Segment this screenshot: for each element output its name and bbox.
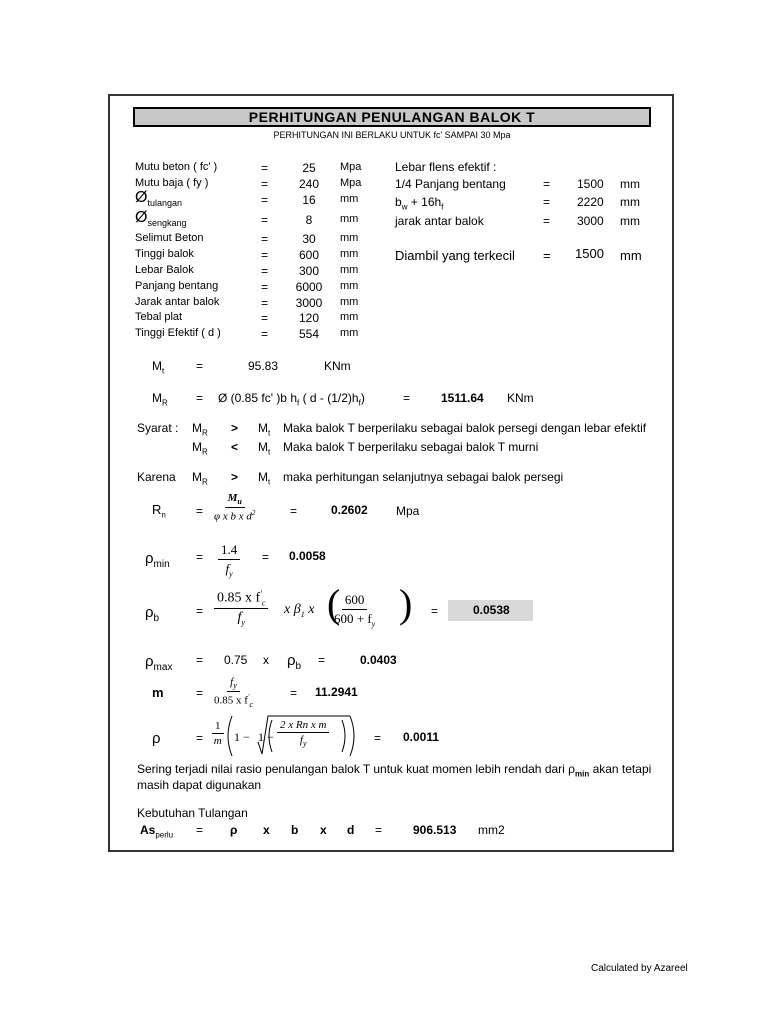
syarat-op: >	[231, 421, 239, 435]
flange-label: $b_w + 16h_f$	[395, 195, 444, 212]
syarat-label: Syarat :	[137, 421, 179, 435]
kebutuhan-d: d	[347, 823, 355, 837]
rho-max-value: 0.0403	[360, 653, 397, 667]
input-label: Tebal plat	[135, 311, 183, 323]
rho-coef-fraction: $\frac{1}{m}$	[213, 720, 222, 747]
rho-symbol: ρ	[152, 730, 161, 747]
input-unit: mm	[340, 193, 359, 205]
note-line2: masih dapat digunakan	[137, 778, 262, 792]
input-unit: mm	[340, 232, 359, 244]
syarat-op: <	[231, 440, 239, 454]
input-unit: mm	[340, 296, 359, 308]
input-value: 300	[298, 264, 320, 278]
input-unit: mm	[340, 213, 359, 225]
m-eq2: =	[290, 686, 298, 700]
flange-heading: Lebar flens efektif :	[395, 160, 497, 174]
input-value: 120	[298, 311, 320, 325]
page-title: PERHITUNGAN PENULANGAN BALOK T	[133, 107, 651, 127]
as-perlu-symbol: $As_{perlu}$	[140, 823, 174, 840]
rho-b-symbol: $\rho_b$	[145, 604, 160, 624]
input-unit: mm	[340, 327, 359, 339]
flange-value: 1500	[577, 177, 604, 191]
mr-symbol: $M_R$	[152, 391, 168, 408]
syarat-text: Maka balok T berperilaku sebagai balok persegi dengan lebar efektif	[283, 421, 647, 435]
syarat-b: $M_t$	[258, 421, 271, 438]
m-eq: =	[196, 686, 204, 700]
rho-min-eq2: =	[262, 550, 270, 564]
rn-eq2: =	[290, 504, 298, 518]
flange-label: 1/4 Panjang bentang	[395, 177, 506, 191]
rho-b-value: 0.0538	[473, 603, 510, 617]
input-eq: =	[261, 311, 269, 325]
input-value: 25	[302, 161, 316, 175]
input-label: Mutu baja ( fy )	[135, 177, 209, 189]
input-unit: mm	[340, 280, 359, 292]
input-label: $Ø_{sengkang}$	[135, 209, 187, 229]
rho-max-eq: =	[196, 653, 204, 667]
syarat-a: $M_R$	[192, 440, 208, 457]
input-value: 600	[298, 248, 320, 262]
rho-min-value: 0.0058	[289, 549, 326, 563]
rn-value: 0.2602	[331, 503, 368, 517]
rn-symbol: $R_n$	[152, 502, 166, 520]
note-line1: Sering terjadi nilai rasio penulangan balok T untuk kuat momen lebih rendah dari $\rho_{min}$ akan tetapi	[137, 762, 652, 779]
input-label: Jarak antar balok	[135, 296, 220, 308]
kebutuhan-value: 906.513	[413, 823, 457, 837]
flange-value: 2220	[577, 195, 604, 209]
rho-eq: =	[196, 731, 204, 745]
input-value: 8	[305, 213, 313, 227]
syarat-text: Maka balok T berperilaku sebagai balok T murni	[283, 440, 539, 454]
rho-min-eq: =	[196, 550, 204, 564]
input-label: $Ø_{tulangan}$	[135, 189, 182, 209]
flange-unit: mm	[620, 195, 640, 209]
flange-unit: mm	[620, 214, 640, 228]
input-label: Selimut Beton	[135, 232, 204, 244]
mr-unit: KNm	[507, 391, 534, 405]
mt-value: 95.83	[248, 359, 279, 373]
rho-b-fraction: $\frac{0.85 x f'_c}{f_y}$	[214, 589, 268, 627]
rn-unit: Mpa	[396, 504, 420, 518]
rho-inner-fraction: $\frac{\text{2 x Rn x m}}{f_y}$	[277, 719, 329, 748]
input-value: 3000	[295, 296, 323, 310]
input-label: Lebar Balok	[135, 264, 194, 276]
input-eq: =	[261, 232, 269, 246]
rho-b-eq: =	[196, 604, 204, 618]
karena-op: >	[231, 470, 239, 484]
input-label: Mutu beton ( fc' )	[135, 161, 218, 173]
mt-symbol: $M_t$	[152, 359, 165, 376]
flange-chosen-eq: =	[543, 248, 551, 263]
kebutuhan-x1: x	[263, 823, 270, 837]
mr-eq2: =	[403, 391, 411, 405]
input-unit: mm	[340, 248, 359, 260]
rho-min-fraction: $\frac{1.4}{f_y}$	[218, 542, 240, 579]
rho-one2: 1 −	[258, 730, 274, 744]
mr-eq: =	[196, 391, 204, 405]
rho-one: 1 −	[234, 730, 250, 744]
rho-max-rho-b: $\rho_b$	[287, 652, 302, 672]
m-value: 11.2941	[315, 685, 358, 699]
rho-b-eq2: =	[431, 604, 439, 618]
mt-unit: KNm	[324, 359, 351, 373]
flange-eq: =	[543, 214, 551, 228]
input-value: 6000	[295, 280, 323, 294]
input-eq: =	[261, 161, 269, 175]
flange-eq: =	[543, 195, 551, 209]
flange-chosen-value: 1500	[575, 246, 604, 261]
input-eq: =	[261, 248, 269, 262]
syarat-a: $M_R$	[192, 421, 208, 438]
rho-max-coef: 0.75	[224, 653, 248, 667]
flange-chosen-label: Diambil yang terkecil	[395, 248, 515, 263]
input-unit: Mpa	[340, 161, 362, 173]
input-label: Tinggi balok	[135, 248, 194, 260]
rho-max-symbol: $\rho_{max}$	[145, 653, 173, 673]
rho-max-x: x	[263, 653, 269, 667]
rn-eq: =	[196, 504, 204, 518]
rn-fraction: $\frac{M_u}{\varphi x b x d^2}$	[214, 492, 256, 523]
syarat-b: $M_t$	[258, 440, 271, 457]
input-eq: =	[261, 296, 269, 310]
karena-text: maka perhitungan selanjutnya sebagai balok persegi	[283, 470, 564, 484]
karena-a: $M_R$	[192, 470, 208, 487]
rho-max-eq2: =	[318, 653, 326, 667]
rho-b-paren-fraction: $\frac{600}{600 + f_y}$	[334, 592, 376, 629]
input-eq: =	[261, 280, 269, 294]
input-eq: =	[261, 193, 269, 207]
input-value: 16	[302, 193, 316, 207]
kebutuhan-x2: x	[320, 823, 327, 837]
rho-b-lparen: (	[327, 581, 341, 626]
flange-eq: =	[543, 177, 551, 191]
footer-credit: Calculated by Azareel	[591, 963, 688, 974]
mt-eq: =	[196, 359, 204, 373]
rho-b-rparen: )	[399, 581, 413, 626]
kebutuhan-b: b	[291, 823, 299, 837]
input-eq: =	[261, 213, 269, 227]
karena-b: $M_t$	[258, 470, 271, 487]
input-eq: =	[261, 327, 269, 341]
karena-label: Karena	[137, 470, 176, 484]
flange-unit: mm	[620, 177, 640, 191]
mr-value: 1511.64	[441, 391, 484, 405]
kebutuhan-heading: Kebutuhan Tulangan	[137, 806, 248, 820]
input-unit: Mpa	[340, 177, 362, 189]
rho-min-symbol: $\rho_{min}$	[145, 550, 170, 570]
input-value: 554	[298, 327, 320, 341]
rho-b-mid: x $\beta_1$ x	[284, 602, 315, 619]
input-label: Tinggi Efektif ( d )	[135, 327, 221, 339]
m-fraction: $\frac{f_y}{0.85 x f'_c}$	[214, 676, 253, 710]
input-value: 240	[298, 177, 320, 191]
kebutuhan-eq: =	[196, 823, 204, 837]
flange-chosen-unit: mm	[620, 248, 642, 263]
input-value: 30	[302, 232, 316, 246]
mr-formula: Ø (0.85 fc' )b $h_f$ ( d - $(1/2)h_f$)	[218, 391, 365, 408]
input-label: Panjang bentang	[135, 280, 219, 292]
input-eq: =	[261, 177, 269, 191]
flange-label: jarak antar balok	[395, 214, 484, 228]
rho-value: 0.0011	[403, 730, 440, 744]
subtitle: PERHITUNGAN INI BERLAKU UNTUK fc' SAMPAI 30 Mpa	[273, 130, 511, 140]
input-unit: mm	[340, 311, 359, 323]
kebutuhan-rho: ρ	[230, 823, 238, 837]
input-eq: =	[261, 264, 269, 278]
kebutuhan-eq2: =	[375, 823, 383, 837]
kebutuhan-unit: mm2	[478, 823, 505, 837]
m-symbol: m	[152, 685, 164, 700]
flange-value: 3000	[577, 214, 604, 228]
input-unit: mm	[340, 264, 359, 276]
rho-eq2: =	[374, 731, 382, 745]
